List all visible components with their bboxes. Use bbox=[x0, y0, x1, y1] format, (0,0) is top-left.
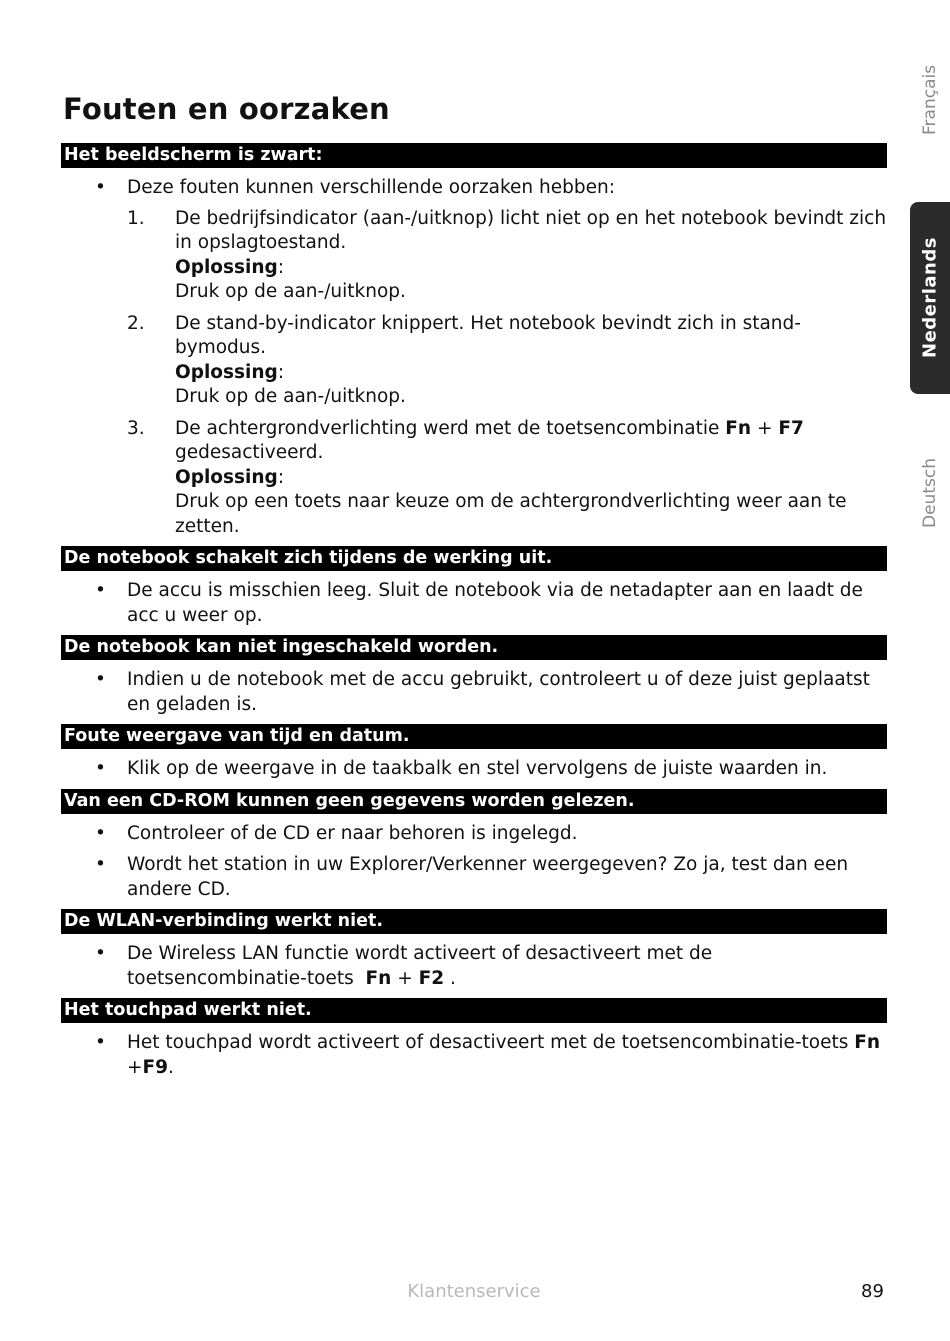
item-text: De achtergrondverlichting werd met de toetsencombinatie bbox=[175, 417, 720, 439]
solution-label: Oplossing bbox=[175, 361, 278, 383]
key-plus: + bbox=[397, 967, 413, 989]
tab-francais[interactable]: Français bbox=[920, 64, 940, 136]
section-heading-touchpad: Het touchpad werkt niet. bbox=[61, 998, 887, 1023]
bullet-icon: • bbox=[95, 822, 106, 844]
bullet-icon: • bbox=[95, 758, 106, 779]
item-number: 3. bbox=[127, 417, 145, 439]
page-number: 89 bbox=[861, 1281, 884, 1302]
list-item bbox=[61, 757, 887, 782]
list-item bbox=[61, 1031, 887, 1080]
numbered-item: 2. De stand-by-indicator knippert. Het notebook bevindt zich in stand-bymodus. Oplossing: Druk op de aan-/uitknop. bbox=[127, 312, 801, 407]
item-number: 1. bbox=[127, 207, 145, 229]
bullet-text: Controleer of de CD er naar behoren is ingelegd. bbox=[127, 822, 578, 844]
item-text: De bedrijfsindicator (aan-/uitknop) licht niet op en het notebook bevindt zich in opslagtoestand. bbox=[175, 207, 887, 253]
key-plus: + bbox=[127, 1056, 143, 1078]
section-list-touchpad bbox=[61, 1031, 887, 1080]
key-fn: Fn bbox=[854, 1032, 881, 1053]
bullet-icon: • bbox=[95, 1032, 106, 1053]
key-fn: Fn bbox=[365, 967, 392, 989]
list-item bbox=[61, 853, 887, 902]
tab-nederlands[interactable]: Nederlands bbox=[910, 202, 950, 394]
bullet-text-end: . bbox=[168, 1056, 174, 1078]
section-list-wont-start bbox=[61, 668, 887, 717]
numbered-item: 3. De achtergrondverlichting werd met de toetsencombinatie Fn + F7 gedesactiveerd. Oplossing: Druk op een toets naar keuze om de achtergrondverlichting weer aan te zetten. bbox=[127, 417, 847, 537]
bullet-text: Wordt het station in uw Explorer/Verkenner weergegeven? Zo ja, test dan een andere CD. bbox=[127, 854, 849, 900]
numbered-item: 1. De bedrijfsindicator (aan-/uitknop) licht niet op en het notebook bevindt zich in opslagtoestand. Oplossing: Druk op de aan-/uitknop. bbox=[127, 207, 887, 302]
bullet-icon: • bbox=[95, 177, 106, 198]
item-number: 2. bbox=[127, 312, 145, 334]
bullet-text: De Wireless LAN functie wordt activeert of desactiveert met de toetsencombinatie-toets bbox=[127, 943, 713, 989]
section-list-time-date bbox=[61, 757, 887, 782]
list-item bbox=[61, 822, 887, 847]
key-fn: Fn bbox=[725, 417, 752, 439]
key-plus: + bbox=[756, 417, 773, 439]
bullet-icon: • bbox=[95, 854, 106, 875]
solution-label: Oplossing bbox=[175, 466, 278, 488]
item-text-continued: gedesactiveerd. bbox=[175, 442, 324, 463]
item-text: De stand-by-indicator knippert. Het notebook bevindt zich in stand-bymodus. bbox=[175, 312, 801, 358]
solution-text: Druk op de aan-/uitknop. bbox=[175, 386, 406, 407]
tab-deutsch[interactable]: Deutsch bbox=[920, 458, 940, 528]
list-item bbox=[61, 668, 887, 717]
bullet-text: Het touchpad wordt activeert of desactiveert met de toetsencombinatie-toets bbox=[127, 1032, 849, 1053]
key-f2: F2 bbox=[418, 967, 445, 989]
section-heading-wont-start: De notebook kan niet ingeschakeld worden. bbox=[61, 635, 887, 660]
bullet-text: Deze fouten kunnen verschillende oorzaken hebben: bbox=[127, 177, 615, 198]
section-list-wlan bbox=[61, 942, 887, 991]
bullet-text-end: . bbox=[450, 967, 456, 989]
key-f9: F9 bbox=[142, 1056, 169, 1078]
solution-text: Druk op een toets naar keuze om de achtergrondverlichting weer aan te zetten. bbox=[175, 491, 847, 537]
numbered-list bbox=[127, 207, 887, 540]
footer-label: Klantenservice bbox=[407, 1281, 541, 1302]
solution-text: Druk op de aan-/uitknop. bbox=[175, 281, 406, 302]
section-heading-shuts-down: De notebook schakelt zich tijdens de werking uit. bbox=[61, 546, 887, 571]
section-heading-time-date: Foute weergave van tijd en datum. bbox=[61, 724, 887, 749]
section-heading-cdrom: Van een CD-ROM kunnen geen gegevens worden gelezen. bbox=[61, 789, 887, 814]
solution-label: Oplossing bbox=[175, 256, 278, 278]
list-item bbox=[61, 579, 887, 628]
section-list-cdrom bbox=[61, 822, 887, 903]
list-item bbox=[61, 942, 887, 991]
section-heading-screen-black: Het beeldscherm is zwart: bbox=[61, 143, 887, 168]
list-item bbox=[61, 176, 887, 539]
section-list-screen-black bbox=[61, 176, 887, 539]
bullet-icon: • bbox=[95, 580, 106, 601]
bullet-text: Indien u de notebook met de accu gebruikt, controleert u of deze juist geplaatst en geladen is. bbox=[127, 669, 870, 715]
bullet-text: Klik op de weergave in de taakbalk en stel vervolgens de juiste waarden in. bbox=[127, 758, 828, 779]
document-body bbox=[61, 143, 887, 1087]
section-list-shuts-down bbox=[61, 579, 887, 628]
page-title: Fouten en oorzaken bbox=[63, 92, 390, 126]
bullet-icon: • bbox=[95, 943, 106, 964]
section-heading-wlan: De WLAN-verbinding werkt niet. bbox=[61, 909, 887, 934]
key-f7: F7 bbox=[778, 417, 804, 439]
bullet-icon: • bbox=[95, 669, 106, 690]
bullet-text: De accu is misschien leeg. Sluit de notebook via de netadapter aan en laadt de acc u weer op. bbox=[127, 580, 863, 626]
